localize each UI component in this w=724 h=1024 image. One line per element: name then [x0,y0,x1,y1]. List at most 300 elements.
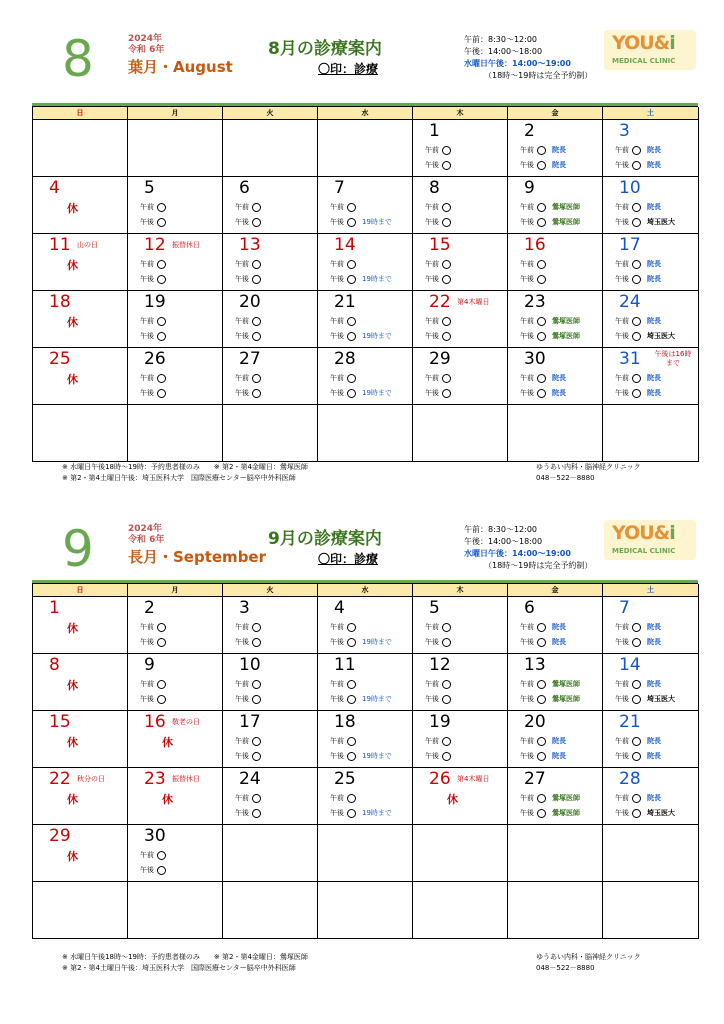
slot-am [425,316,454,326]
slot-am [615,259,661,269]
clinic-hours [464,524,592,572]
year-label [128,524,164,546]
slot-label: 午前 [520,794,534,802]
slot-label: 午前 [330,680,344,688]
slot-pm [520,160,566,170]
slot-label: 午後 [520,638,534,646]
holiday-label: 敬老の日 [172,718,200,726]
logo-text [612,522,675,544]
slot-label: 午後 [140,695,154,703]
day-cell [508,825,603,882]
slot-pm [140,217,169,227]
day-number: 29 [49,826,71,846]
slot-label: 午後 [140,638,154,646]
open-circle-icon [252,638,261,647]
slot-label: 午後 [330,638,344,646]
day-number: 1 [49,598,60,618]
slot-am [520,679,580,689]
legend-subtitle: 〇印：診療 [318,552,379,566]
day-cell [223,348,318,405]
open-circle-icon [632,203,641,212]
weekday-5: 金 [508,107,603,120]
slot-pm [425,637,454,647]
open-circle-icon [537,332,546,341]
day-cell [413,768,508,825]
open-circle-icon [537,680,546,689]
slot-label: 午前 [425,623,439,631]
day-cell [603,405,699,462]
day-number: 6 [239,178,250,198]
day-cell [128,291,223,348]
slot-note: 鶯塚医師 [552,695,580,703]
day-cell [413,405,508,462]
day-number: 31 [619,349,641,369]
day-cell [318,825,413,882]
open-circle-icon [537,260,546,269]
slot-am [330,259,359,269]
slot-am [615,793,661,803]
day-cell [318,882,413,939]
day-cell [128,882,223,939]
weekday-1: 月 [128,107,223,120]
day-number: 11 [334,655,356,675]
day-cell [128,597,223,654]
open-circle-icon [537,374,546,383]
day-cell [223,654,318,711]
open-circle-icon [252,809,261,818]
day-cell [128,405,223,462]
open-circle-icon [632,146,641,155]
clinic-phone: 048－522－8880 [536,964,595,972]
slot-label: 午後 [140,389,154,397]
day-number: 22 [49,769,71,789]
year-western: 2024年 [128,34,163,44]
slot-label: 午後 [615,218,629,226]
day-cell [413,882,508,939]
open-circle-icon [157,317,166,326]
slot-am [330,622,359,632]
hours-line: 水曜日午後：14:00～19:00 [464,549,571,558]
slot-am [520,202,580,212]
slot-pm [330,331,392,341]
hours-line: （18時～19時は完全予約制） [484,71,593,80]
day-cell [33,405,128,462]
day-cell [318,234,413,291]
day-cell [128,348,223,405]
day-number: 4 [334,598,345,618]
slot-am [615,202,661,212]
open-circle-icon [442,260,451,269]
slot-label: 午前 [425,260,439,268]
logo-text-a: YOU& [612,522,670,544]
slot-note: 院長 [552,146,566,154]
day-number: 1 [429,121,440,141]
open-circle-icon [632,680,641,689]
hours-line: 午前：8:30～12:00 [464,35,538,44]
day-cell [33,177,128,234]
open-circle-icon [442,203,451,212]
open-circle-icon [347,638,356,647]
slot-note: 埼玉医大 [647,695,675,703]
open-circle-icon [252,623,261,632]
slot-note: 鶯塚医師 [552,794,580,802]
slot-note: 院長 [552,623,566,631]
slot-note: 19時まで [362,638,392,646]
day-number: 24 [619,292,641,312]
day-cell [128,711,223,768]
slot-label: 午前 [140,260,154,268]
slot-label: 午後 [235,389,249,397]
weekday-3: 水 [318,107,413,120]
open-circle-icon [632,752,641,761]
slot-note: 院長 [552,737,566,745]
weekday-0: 日 [33,584,128,597]
slot-note: 院長 [647,260,661,268]
open-circle-icon [537,737,546,746]
holiday-label: 振替休日 [172,241,200,249]
day-number: 15 [429,235,451,255]
day-number: 9 [144,655,155,675]
slot-label: 午後 [615,161,629,169]
day-cell [603,234,699,291]
day-cell [223,768,318,825]
day-number: 13 [239,235,261,255]
slot-label: 午前 [330,794,344,802]
slot-pm [235,637,264,647]
slot-pm [140,637,169,647]
slot-note: 院長 [647,161,661,169]
closed-label: 休 [447,793,458,806]
day-number: 21 [619,712,641,732]
slot-am [140,202,169,212]
slot-label: 午前 [520,317,534,325]
day-number: 16 [524,235,546,255]
slot-note: 院長 [647,794,661,802]
slot-pm [330,694,392,704]
day-cell [223,711,318,768]
open-circle-icon [442,374,451,383]
day-number: 27 [239,349,261,369]
slot-note: 19時まで [362,389,392,397]
week-row [33,654,698,711]
open-circle-icon [252,374,261,383]
slot-am [235,316,264,326]
slot-am [330,316,359,326]
day-cell [508,654,603,711]
slot-note: 院長 [552,752,566,760]
slot-label: 午前 [235,623,249,631]
slot-am [615,679,661,689]
slot-am [330,373,359,383]
closed-label: 休 [67,259,78,272]
day-number: 22 [429,292,451,312]
slot-label: 午後 [425,752,439,760]
slot-note: 鶯塚医師 [552,809,580,817]
slot-pm [425,217,454,227]
open-circle-icon [442,218,451,227]
footer-note-2: ※ 第2・第4土曜日午後：埼玉医科大学 国際医療センター脳卒中外科医師 [62,474,296,482]
day-number: 5 [144,178,155,198]
closed-label: 休 [67,679,78,692]
weekday-6: 土 [603,107,699,120]
open-circle-icon [252,695,261,704]
open-circle-icon [347,695,356,704]
open-circle-icon [442,389,451,398]
weekday-header [33,107,698,120]
slot-label: 午後 [520,161,534,169]
slot-pm [140,694,169,704]
day-number: 20 [524,712,546,732]
day-cell [508,882,603,939]
calendar-grid [32,106,698,462]
open-circle-icon [537,809,546,818]
day-number: 14 [334,235,356,255]
open-circle-icon [347,260,356,269]
open-circle-icon [252,275,261,284]
day-cell [413,711,508,768]
open-circle-icon [157,638,166,647]
day-cell [223,291,318,348]
holiday-label: 第4木曜日 [457,298,490,306]
page-title: 8月の診療案内 [268,39,382,59]
day-number: 28 [619,769,641,789]
open-circle-icon [157,203,166,212]
holiday-label: 秋分の日 [77,775,105,783]
slot-pm [425,388,454,398]
slot-label: 午前 [520,680,534,688]
day-cell [603,120,699,177]
slot-label: 午後 [330,695,344,703]
day-number: 27 [524,769,546,789]
day-number: 5 [429,598,440,618]
slot-am [235,202,264,212]
day-number: 15 [49,712,71,732]
closed-label: 休 [67,373,78,386]
legend-subtitle: 〇印：診療 [318,62,379,76]
week-row [33,768,698,825]
closed-label: 休 [67,316,78,329]
slot-label: 午前 [330,317,344,325]
day-cell [128,120,223,177]
open-circle-icon [442,752,451,761]
open-circle-icon [442,638,451,647]
slot-pm [235,217,264,227]
slot-label: 午後 [615,752,629,760]
slot-am [520,316,580,326]
day-cell [223,882,318,939]
open-circle-icon [347,389,356,398]
slot-label: 午前 [425,317,439,325]
slot-am [615,145,661,155]
closed-label: 休 [67,622,78,635]
open-circle-icon [347,317,356,326]
slot-pm [520,217,580,227]
day-number: 3 [619,121,630,141]
slot-pm [520,331,580,341]
open-circle-icon [632,794,641,803]
slot-pm [235,388,264,398]
weekday-4: 木 [413,107,508,120]
open-circle-icon [632,218,641,227]
slot-am [425,373,454,383]
open-circle-icon [442,146,451,155]
month-name: 長月・September [128,548,266,566]
open-circle-icon [537,623,546,632]
logo-text [612,32,675,54]
slot-am [140,679,169,689]
day-cell [128,768,223,825]
month-name: 葉月・August [128,58,233,76]
slot-pm [140,274,169,284]
open-circle-icon [632,695,641,704]
week-row [33,882,698,939]
slot-pm [520,274,549,284]
footer-note-1: ※ 水曜日午後18時～19時：予約患者様のみ ※ 第2・第4金曜日：鶯塚医師 [62,953,308,961]
slot-note: 院長 [647,317,661,325]
holiday-label: 振替休日 [172,775,200,783]
slot-note: 19時まで [362,809,392,817]
day-cell [603,711,699,768]
slot-note: 院長 [647,623,661,631]
day-cell [413,654,508,711]
day-cell [508,711,603,768]
clinic-name: ゆうあい内科・脳神経クリニック [536,463,641,471]
open-circle-icon [347,737,356,746]
slot-label: 午前 [615,203,629,211]
day-cell [603,768,699,825]
slot-label: 午前 [330,737,344,745]
slot-am [235,259,264,269]
slot-pm [615,160,661,170]
slot-note: 院長 [647,752,661,760]
slot-label: 午前 [235,260,249,268]
day-number: 8 [429,178,440,198]
slot-note: 院長 [647,203,661,211]
day-cell [413,177,508,234]
slot-pm [425,751,454,761]
open-circle-icon [442,680,451,689]
slot-note: 院長 [552,161,566,169]
calendar-header [32,30,698,98]
slot-label: 午後 [425,218,439,226]
slot-pm [615,808,675,818]
slot-label: 午前 [235,680,249,688]
year-western: 2024年 [128,524,163,534]
slot-note: 埼玉医大 [647,809,675,817]
slot-label: 午後 [235,332,249,340]
slot-label: 午前 [615,737,629,745]
slot-label: 午後 [615,809,629,817]
slot-am [235,736,264,746]
slot-label: 午前 [520,374,534,382]
day-cell [508,177,603,234]
open-circle-icon [157,275,166,284]
open-circle-icon [537,695,546,704]
slot-label: 午前 [615,146,629,154]
closed-label: 休 [67,850,78,863]
slot-label: 午前 [520,623,534,631]
slot-pm [235,331,264,341]
day-number: 10 [239,655,261,675]
open-circle-icon [442,275,451,284]
day-number: 8 [49,655,60,675]
slot-am [330,736,359,746]
day-cell [223,825,318,882]
slot-pm [330,274,392,284]
slot-label: 午前 [140,374,154,382]
slot-label: 午後 [425,161,439,169]
slot-note: 院長 [552,374,566,382]
slot-label: 午前 [235,317,249,325]
slot-label: 午前 [140,623,154,631]
open-circle-icon [537,638,546,647]
week-row [33,120,698,177]
open-circle-icon [157,260,166,269]
open-circle-icon [157,851,166,860]
slot-label: 午後 [615,332,629,340]
slot-am [615,316,661,326]
slot-label: 午前 [520,146,534,154]
footer-note-1: ※ 水曜日午後18時～19時：予約患者様のみ ※ 第2・第4金曜日：鶯塚医師 [62,463,308,471]
day-cell [223,120,318,177]
day-number: 10 [619,178,641,198]
day-cell [413,597,508,654]
day-number: 16 [144,712,166,732]
day-cell [223,177,318,234]
open-circle-icon [252,680,261,689]
calendar-header [32,520,698,588]
slot-pm [140,388,169,398]
slot-am [330,202,359,212]
week-row [33,348,698,405]
open-circle-icon [632,317,641,326]
day-cell [33,234,128,291]
slot-note: 院長 [647,680,661,688]
slot-note: 鶯塚医師 [552,317,580,325]
slot-label: 午後 [235,638,249,646]
day-cell [603,882,699,939]
logo-text-b: i [669,522,675,544]
open-circle-icon [252,260,261,269]
slot-label: 午後 [140,218,154,226]
slot-am [140,259,169,269]
slot-am [615,736,661,746]
day-cell [223,405,318,462]
slot-label: 午後 [330,332,344,340]
day-cell [508,234,603,291]
open-circle-icon [157,695,166,704]
day-cell [603,177,699,234]
slot-am [425,736,454,746]
hours-line: 水曜日午後：14:00～19:00 [464,59,571,68]
slot-label: 午前 [425,680,439,688]
day-cell [33,291,128,348]
slot-label: 午前 [330,260,344,268]
day-number: 2 [144,598,155,618]
slot-label: 午後 [235,809,249,817]
day-number: 30 [144,826,166,846]
slot-label: 午後 [235,275,249,283]
slot-label: 午後 [615,695,629,703]
slot-pm [520,751,566,761]
open-circle-icon [442,623,451,632]
day-cell [318,654,413,711]
week-row [33,177,698,234]
slot-note: 院長 [647,638,661,646]
day-number: 11 [49,235,71,255]
day-cell [508,291,603,348]
slot-label: 午後 [425,332,439,340]
